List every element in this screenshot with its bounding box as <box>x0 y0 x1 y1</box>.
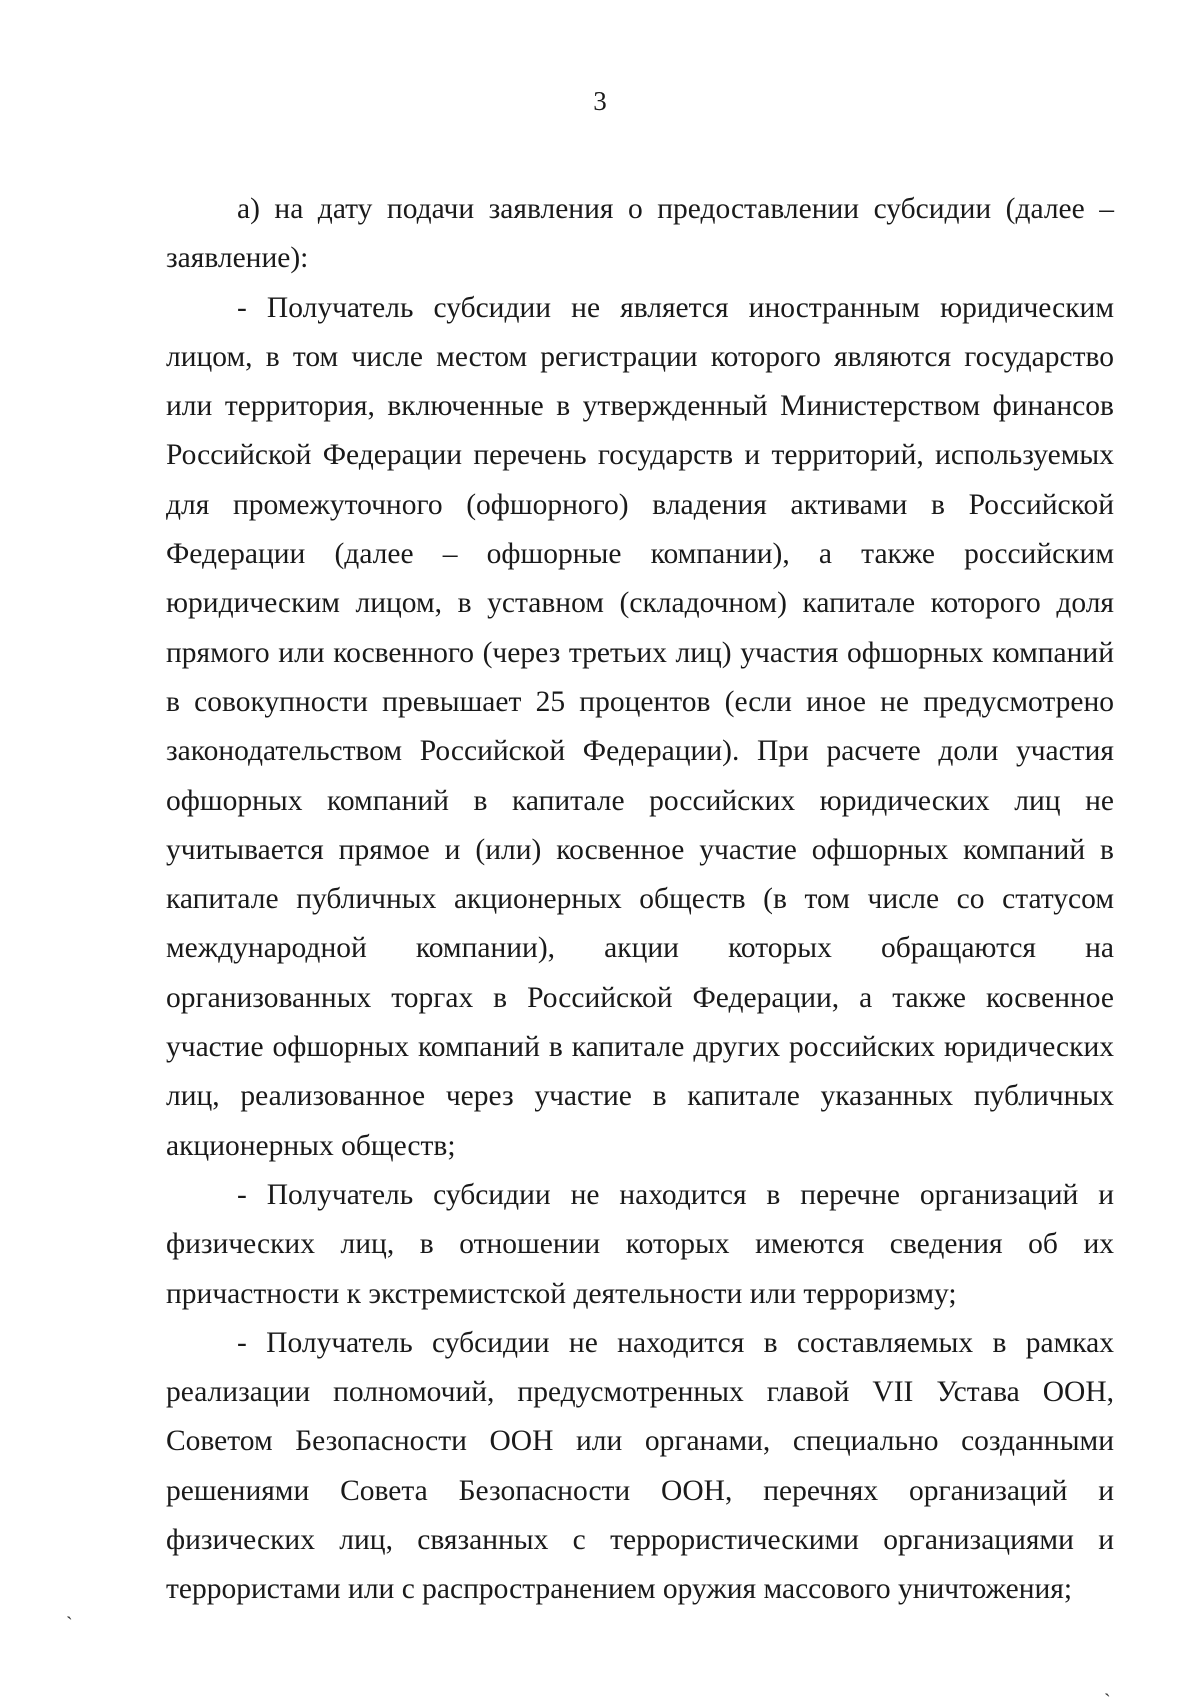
paragraph-un-sanctions-list: - Получатель субсидии не находится в составляемых в рамках реализации полномочий, предусмотренных главой VII Устава ООН, Советом Безопасности ООН или органами, специально созданными решениями Совета Безопасности ООН, перечнях организаций и физических лиц, связанных с террористическими организациями и террористами или с распространением оружия массового уничтожения; <box>166 1326 1114 1606</box>
page-number: 3 <box>593 86 607 116</box>
paragraph-extremism-list: - Получатель субсидии не находится в перечне организаций и физических лиц, в отношении которых имеются сведения об их причастности к экстремистской деятельности или терроризму; <box>166 1178 1114 1310</box>
paragraph-offshore-companies: - Получатель субсидии не является иностранным юридическим лицом, в том числе местом регистрации которого являются государство или территория, включенные в утвержденный Министерством финансов Российской Федерации перечень государств и территорий, используемых для промежуточного (офшорного) владения активами в Российской Федерации (далее – офшорные компании), а также российским юридическим лицом, в уставном (складочном) капитале которого доля прямого или косвенного (через третьих лиц) участия офшорных компаний в совокупности превышает 25 процентов (если иное не предусмотрено законодательством Российской Федерации). При расчете доли участия офшорных компаний в капитале российских юридических лиц не учитывается прямое и (или) косвенное участие офшорных компаний в капитале публичных акционерных обществ (в том числе со статусом международной компании), акции которых обращаются на организованных торгах в Российской Федерации, а также косвенное участие офшорных компаний в капитале других российских юридических лиц, реализованное через участие в капитале указанных публичных акционерных обществ; <box>166 291 1114 1162</box>
stray-mark-left: ˏ <box>66 1598 73 1620</box>
stray-mark-right: ˏ <box>1104 1675 1111 1697</box>
paragraph-application-date: а) на дату подачи заявления о предоставлении субсидии (далее – заявление): <box>166 193 1114 275</box>
document-body <box>166 185 1114 1615</box>
